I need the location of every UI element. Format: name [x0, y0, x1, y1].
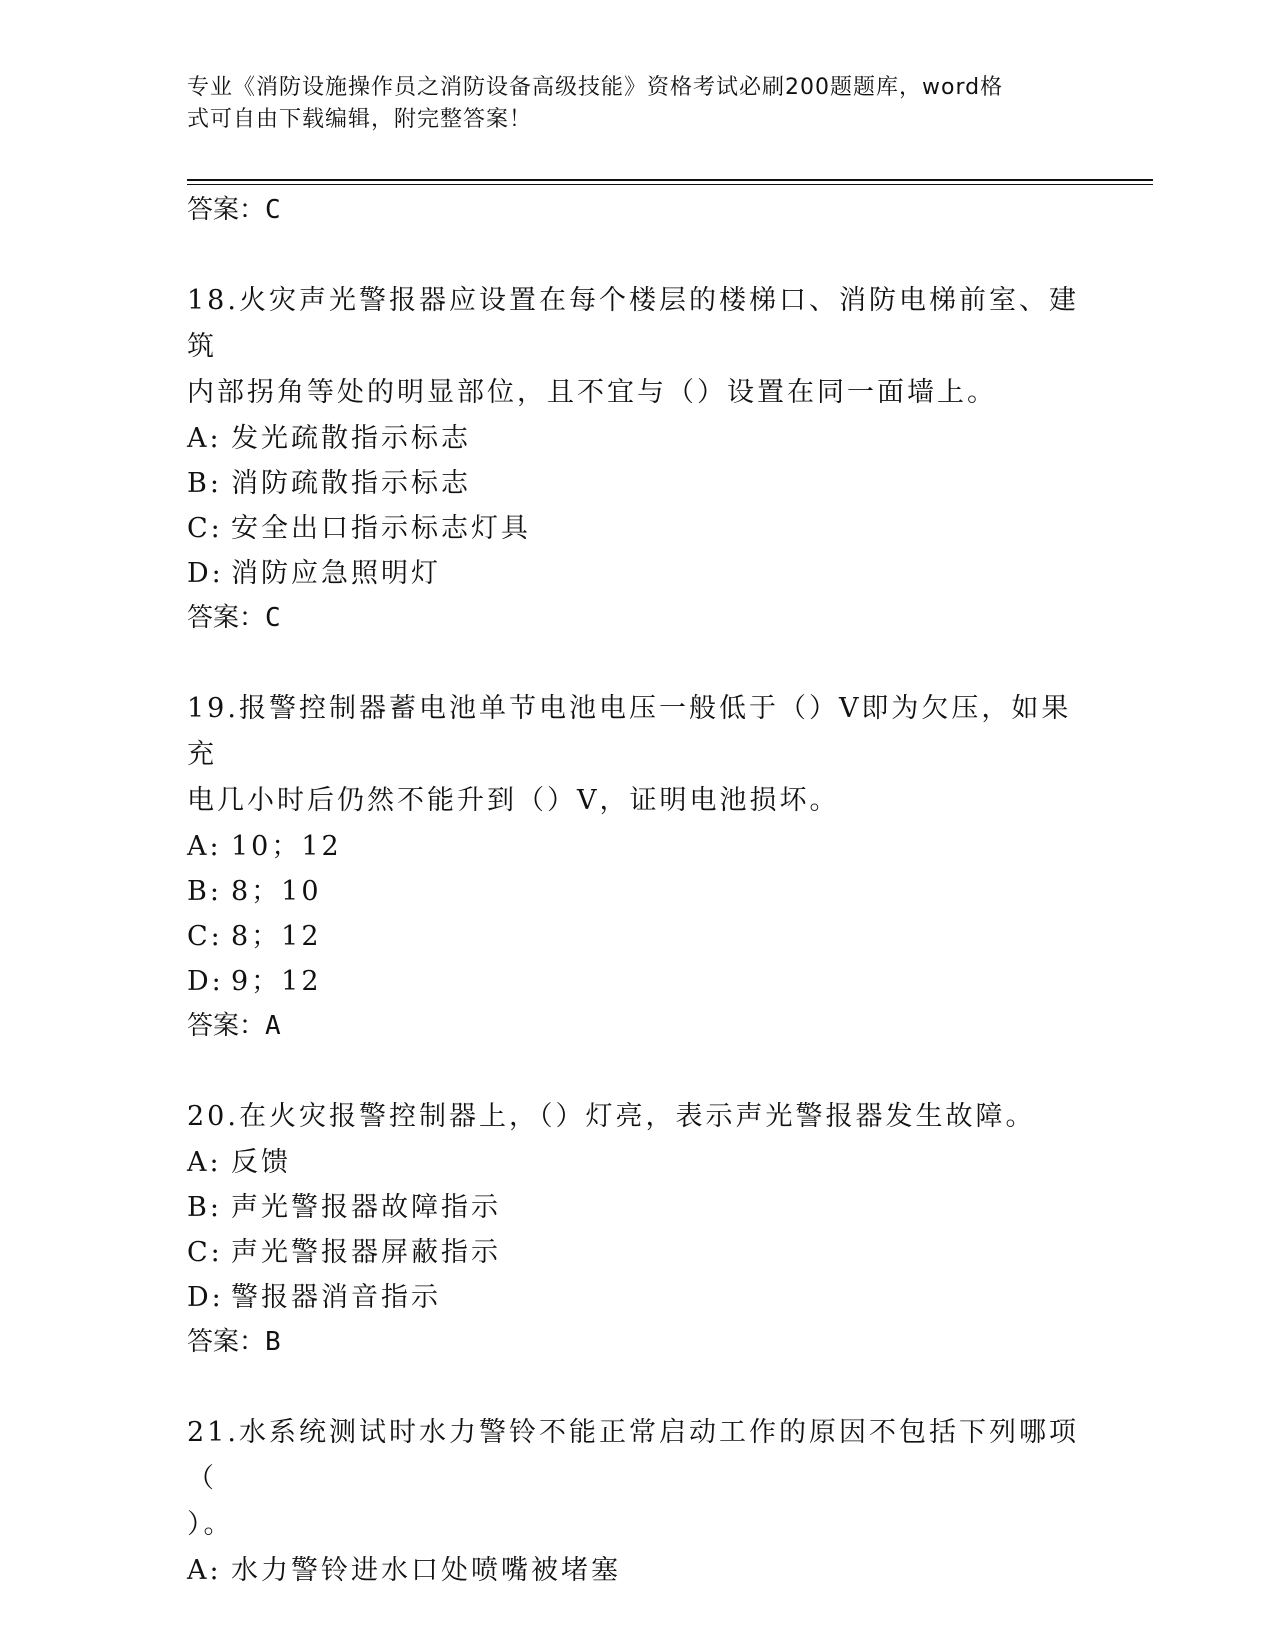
answer-label: 答案： — [187, 1327, 266, 1357]
option-letter: B: — [187, 876, 222, 907]
option-letter: B: — [187, 468, 222, 499]
option-letter: D: — [187, 966, 224, 997]
option-c — [187, 914, 1087, 959]
option-text: 10；12 — [231, 831, 342, 862]
question-stem — [187, 1410, 1087, 1548]
option-text: 声光警报器故障指示 — [231, 1192, 501, 1223]
option-text: 警报器消音指示 — [231, 1282, 441, 1313]
option-letter: A: — [187, 1555, 222, 1586]
option-letter: C: — [187, 513, 223, 544]
option-text: 水力警铃进水口处喷嘴被堵塞 — [231, 1555, 621, 1586]
answer-label: 答案： — [187, 195, 266, 225]
option-text: 安全出口指示标志灯具 — [231, 513, 531, 544]
option-text: 8；10 — [231, 876, 322, 907]
option-b — [187, 1185, 1087, 1230]
stem-line: 21.水系统测试时水力警铃不能正常启动工作的原因不包括下列哪项（ — [187, 1417, 1079, 1494]
answer-label: 答案： — [187, 1011, 266, 1041]
option-text: 发光疏散指示标志 — [231, 423, 471, 454]
option-letter: A: — [187, 831, 222, 862]
option-text: 消防应急照明灯 — [231, 558, 441, 589]
answer-value: B — [265, 1327, 281, 1357]
option-a — [187, 824, 1087, 869]
answer-line — [187, 596, 1087, 640]
answer-label: 答案： — [187, 603, 266, 633]
answer-value: C — [265, 603, 281, 633]
option-d — [187, 551, 1087, 596]
question-stem — [187, 686, 1087, 824]
option-letter: D: — [187, 1282, 224, 1313]
option-text: 8；12 — [231, 921, 322, 952]
option-text: 反馈 — [231, 1147, 291, 1178]
option-c — [187, 1230, 1087, 1275]
question-19 — [187, 686, 1087, 1048]
option-a — [187, 416, 1087, 461]
stem-line: 内部拐角等处的明显部位，且不宜与（）设置在同一面墙上。 — [187, 377, 997, 408]
option-letter: D: — [187, 558, 224, 589]
header-divider-thick — [187, 179, 1153, 181]
question-21 — [187, 1410, 1087, 1593]
question-list — [187, 188, 1087, 1593]
option-d — [187, 959, 1087, 1004]
option-c — [187, 506, 1087, 551]
answer-value: C — [265, 195, 281, 225]
option-text: 9；12 — [231, 966, 322, 997]
option-letter: A: — [187, 423, 222, 454]
answer-line — [187, 1320, 1087, 1364]
document-header — [187, 72, 1067, 136]
question-stem — [187, 1094, 1087, 1140]
option-b — [187, 869, 1087, 914]
header-line-2: 式可自由下载编辑，附完整答案！ — [187, 107, 533, 132]
option-a — [187, 1140, 1087, 1185]
option-letter: B: — [187, 1192, 222, 1223]
option-letter: C: — [187, 921, 223, 952]
answer-value: A — [265, 1011, 281, 1041]
option-text: 声光警报器屏蔽指示 — [231, 1237, 501, 1268]
stem-line: 20.在火灾报警控制器上，（）灯亮，表示声光警报器发生故障。 — [187, 1101, 1036, 1132]
stem-line: 电几小时后仍然不能升到（）V，证明电池损坏。 — [187, 785, 840, 816]
stem-line: 19.报警控制器蓄电池单节电池电压一般低于（）V即为欠压，如果充 — [187, 693, 1072, 770]
question-20 — [187, 1094, 1087, 1364]
option-text: 消防疏散指示标志 — [231, 468, 471, 499]
stem-line: 18.火灾声光警报器应设置在每个楼层的楼梯口、消防电梯前室、建筑 — [187, 285, 1079, 362]
question-18 — [187, 278, 1087, 640]
header-divider-thin — [187, 184, 1153, 185]
option-letter: C: — [187, 1237, 223, 1268]
question-stem — [187, 278, 1087, 416]
stem-line: ）。 — [187, 1509, 234, 1540]
option-b — [187, 461, 1087, 506]
answer-line-prev — [187, 188, 1087, 232]
option-a — [187, 1548, 1087, 1593]
option-d — [187, 1275, 1087, 1320]
header-line-1: 专业《消防设施操作员之消防设备高级技能》资格考试必刷200题题库，word格 — [187, 75, 1004, 100]
option-letter: A: — [187, 1147, 222, 1178]
answer-line — [187, 1004, 1087, 1048]
